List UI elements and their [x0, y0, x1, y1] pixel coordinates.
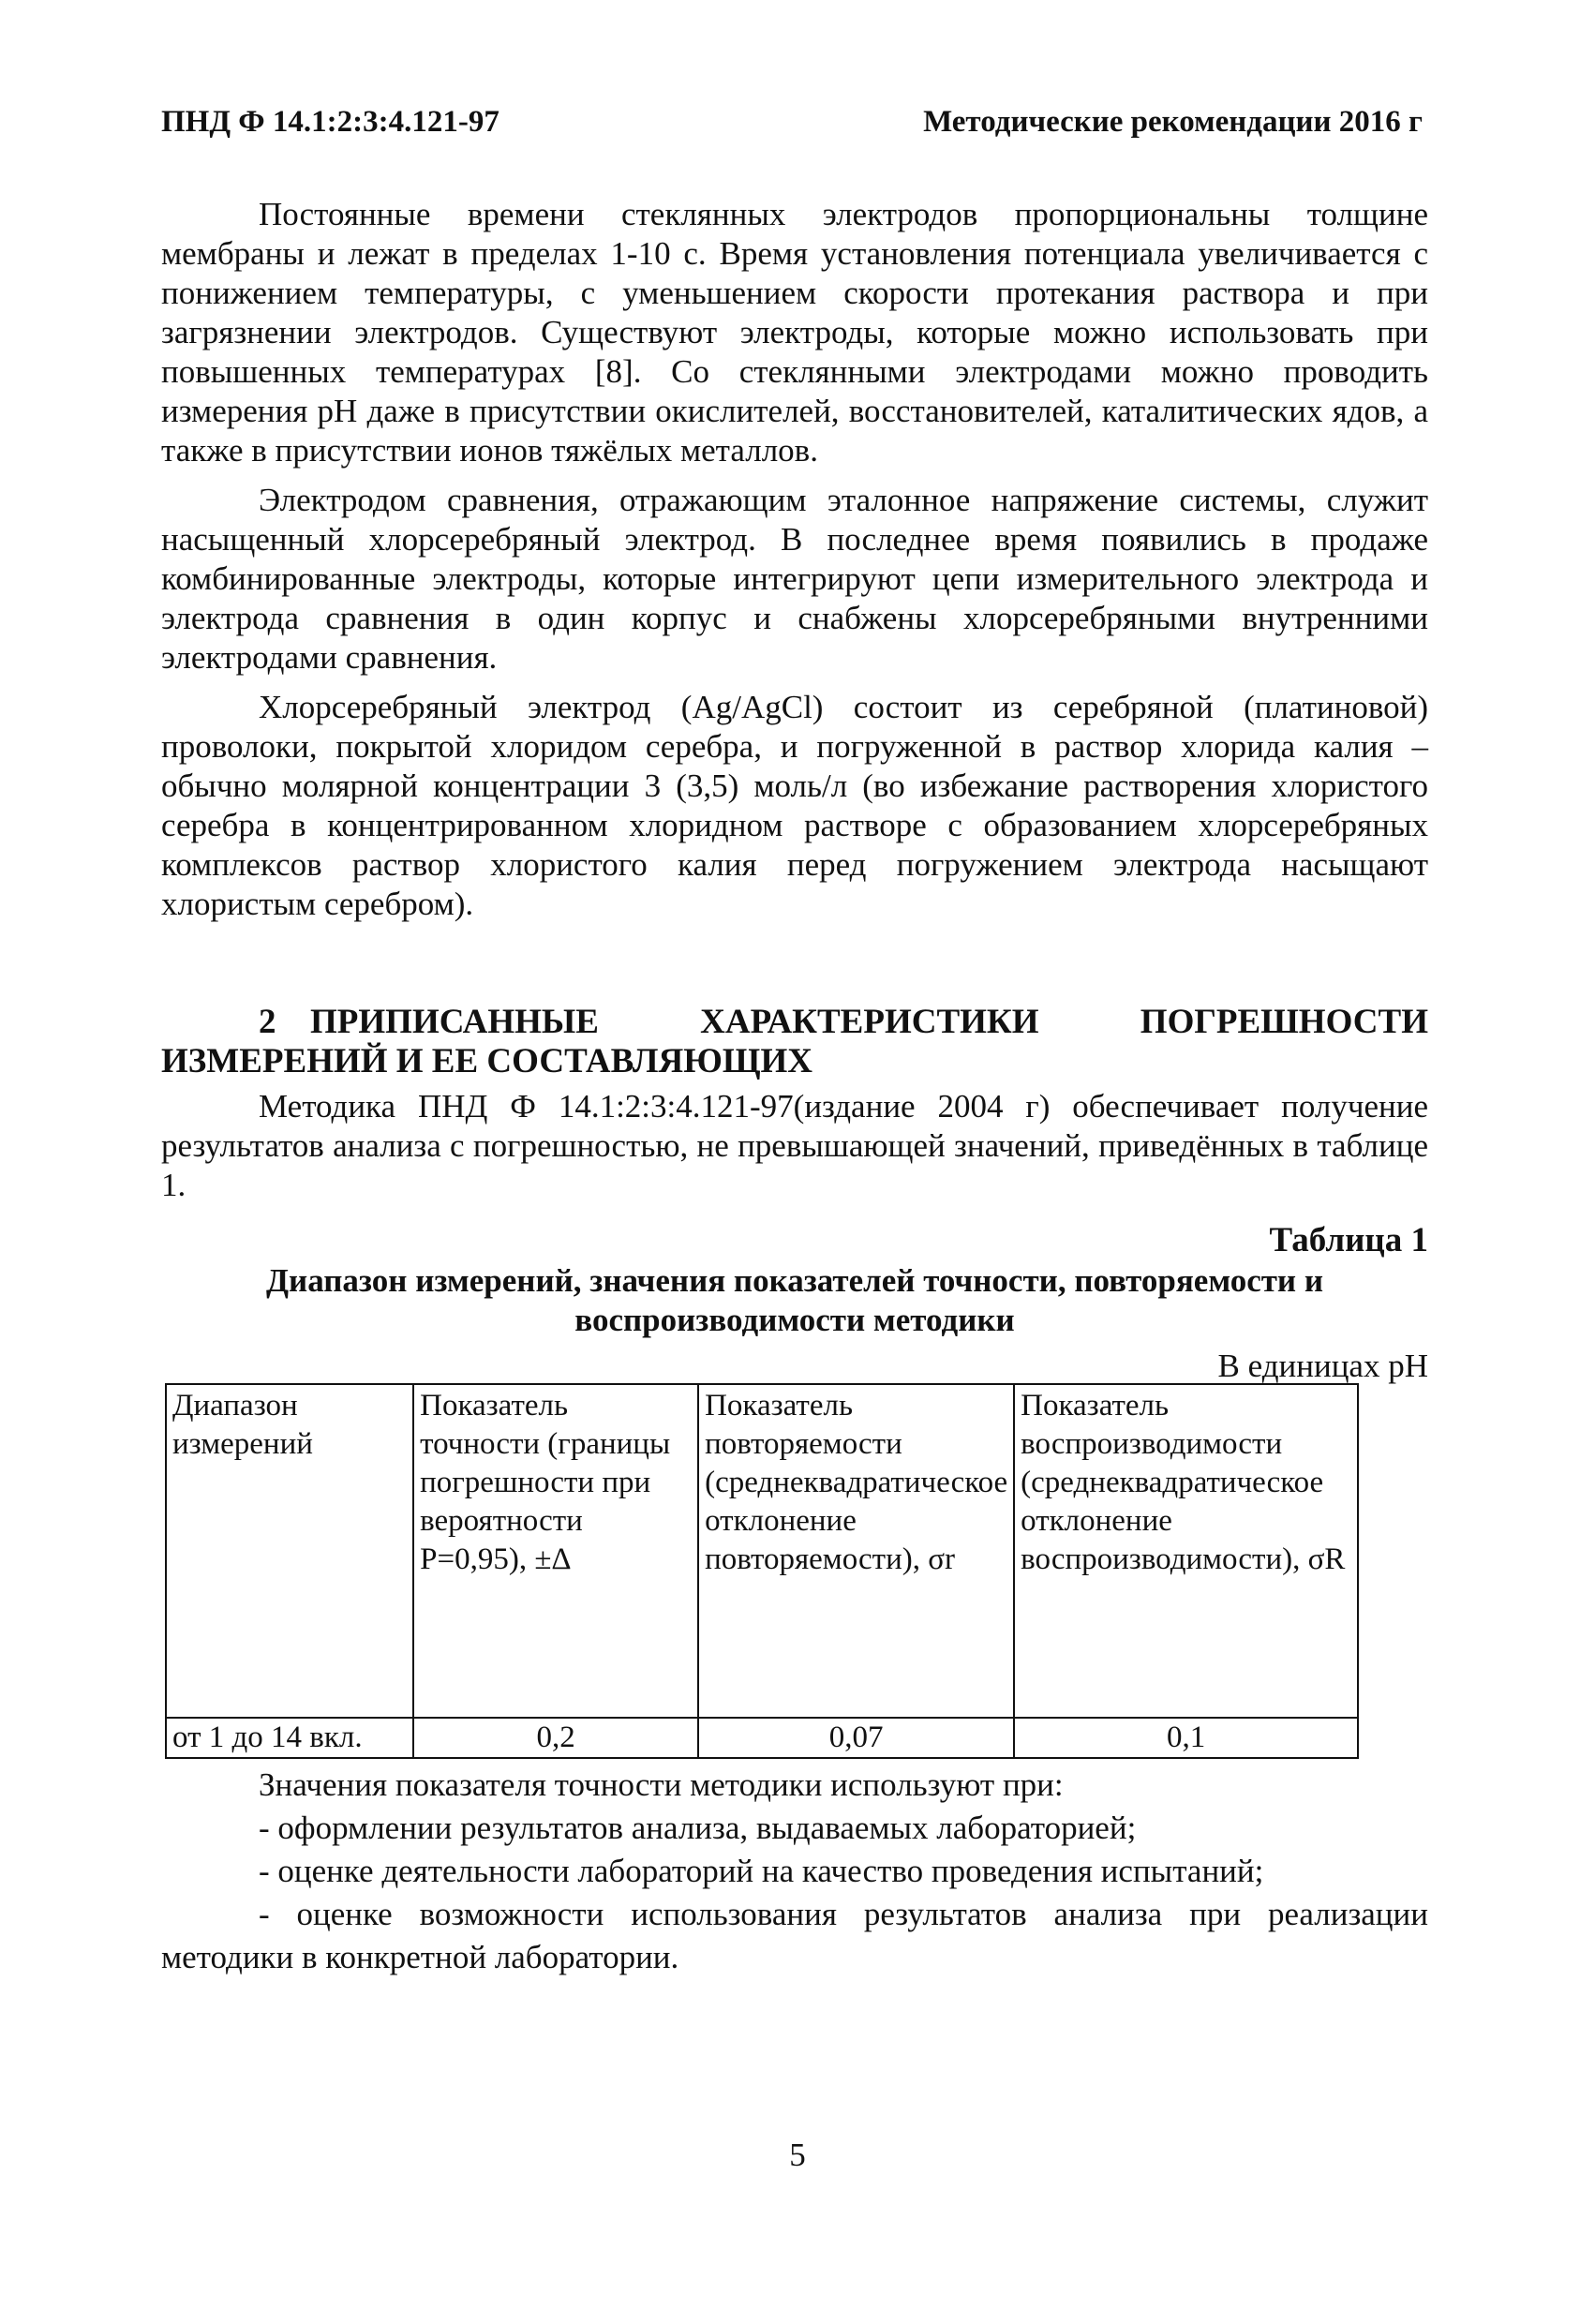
section-body [161, 1087, 1428, 1205]
table-header-cell: Показатель воспроизводимости (среднеквадратическое отклонение воспроизводимости), σR [1014, 1384, 1358, 1718]
table-header-row [166, 1384, 1358, 1718]
page-number: 5 [789, 2137, 806, 2173]
usage-list [161, 1764, 1428, 1979]
table-cell: 0,1 [1014, 1718, 1358, 1758]
list-item: - оформлении результатов анализа, выдаваемых лабораторией; [259, 1810, 1137, 1846]
table-cell: 0,07 [698, 1718, 1014, 1758]
body-text [161, 195, 1428, 934]
list-item: - оценке возможности использования результатов анализа при реализации методики в конкретной лаборатории. [161, 1896, 1428, 1975]
section-title-text: ПРИПИСАННЫЕ ХАРАКТЕРИСТИКИ ПОГРЕШНОСТИ ИЗМЕРЕНИЙ И ЕЕ СОСТАВЛЯЮЩИХ [161, 1003, 1428, 1080]
header-document-code: ПНД Ф 14.1:2:3:4.121-97 [161, 105, 499, 139]
paragraph: Электродом сравнения, отражающим эталонное напряжение системы, служит насыщенный хлорсеребряный электрод. В последнее время появились в продаже комбинированные электроды, которые интегрируют цепи измерительного электрода и электрода сравнения в один корпус и снабжены хлорсеребряными внутренними электродами сравнения. [161, 482, 1428, 676]
table-label: Таблица 1 [1269, 1221, 1428, 1259]
list-intro: Значения показателя точности методики используют при: [259, 1766, 1064, 1803]
page-header [161, 105, 1423, 140]
table-header-cell: Диапазон измерений [166, 1384, 413, 1718]
list-item: - оценке деятельности лабораторий на качество проведения испытаний; [259, 1853, 1264, 1889]
header-edition: Методические рекомендации 2016 г [923, 105, 1423, 139]
table-cell: 0,2 [413, 1718, 698, 1758]
table-units: В единицах рН [1217, 1348, 1428, 1384]
table-title: Диапазон измерений, значения показателей точности, повторяемости и воспроизводимости методики [265, 1262, 1324, 1338]
table-header-cell: Показатель точности (границы погрешности при вероятности Р=0,95), ±Δ [413, 1384, 698, 1718]
section-number: 2 [259, 1003, 276, 1041]
paragraph: Постоянные времени стеклянных электродов пропорциональны толщине мембраны и лежат в пределах 1-10 с. Время установления потенциала увеличивается с понижением температуры, с уменьшением скорости протекания раствора и при загрязнении электродов. Существуют электроды, которые можно использовать при повышенных температурах [8]. Со стеклянными электродами можно проводить измерения рН даже в присутствии окислителей, восстановителей, каталитических ядов, а также в присутствии ионов тяжёлых металлов. [161, 196, 1428, 469]
table-header-cell: Показатель повторяемости (среднеквадратическое отклонение повторяемости), σr [698, 1384, 1014, 1718]
paragraph: Хлорсеребряный электрод (Ag/AgCl) состоит из серебряной (платиновой) проволоки, покрытой хлоридом серебра, и погруженной в раствор хлорида калия – обычно молярной концентрации 3 (3,5) моль/л (во избежание растворения хлористого серебра в концентрированном хлоридном растворе с образованием хлорсеребряных комплексов раствор хлористого калия перед погружением электрода насыщают хлористым серебром). [161, 689, 1428, 922]
table-cell: от 1 до 14 вкл. [166, 1718, 413, 1758]
table-row [166, 1718, 1358, 1758]
paragraph: Методика ПНД Ф 14.1:2:3:4.121-97(издание 2004 г) обеспечивает получение результатов анализа с погрешностью, не превышающей значений, приведённых в таблице 1. [161, 1088, 1428, 1203]
data-table [165, 1383, 1359, 1759]
section-heading [161, 1003, 1428, 1081]
